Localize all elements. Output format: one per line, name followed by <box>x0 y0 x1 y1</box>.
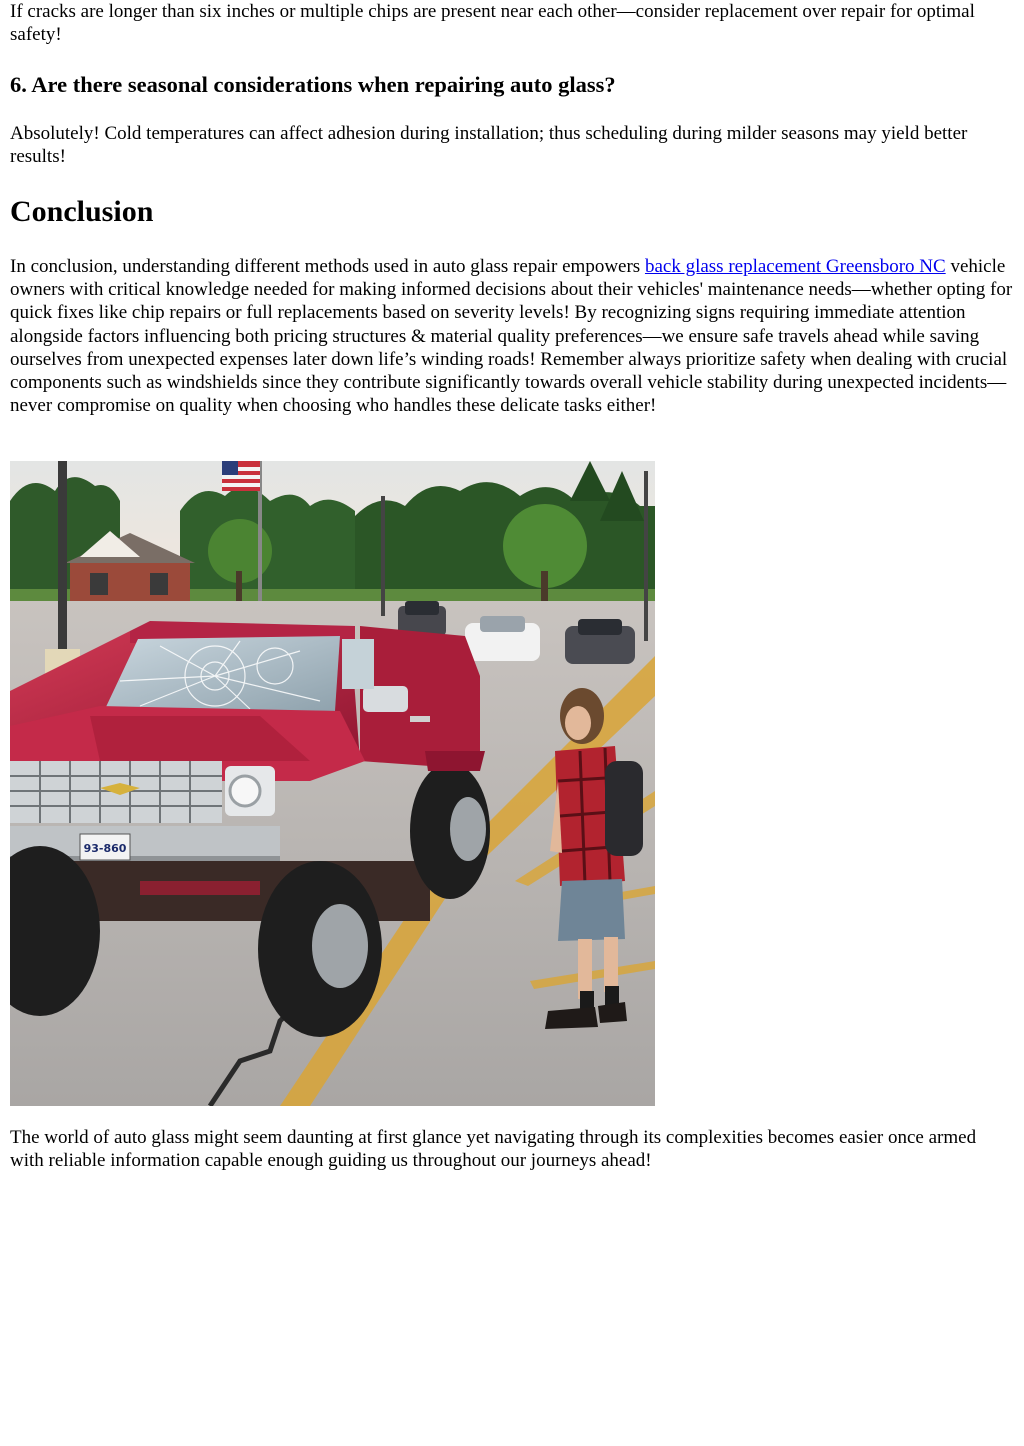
conclusion-text-before-link: In conclusion, understanding different methods used in auto glass repair empowers <box>10 256 645 277</box>
truck-parking-lot-illustration <box>10 461 655 1106</box>
back-glass-replacement-link[interactable]: back glass replacement Greensboro NC <box>644 256 946 277</box>
conclusion-text-after-link: vehicle owners with critical knowledge needed for making informed decisions about their vehicles' maintenance needs—whether opting for quick fixes like chip repairs or full replacements based on severity levels! By recognizing signs requiring immediate attention alongside factors influencing both pricing structures & material quality preferences—we ensure safe travels ahead while saving ourselves from unexpected expenses later down life’s winding roads! Remember always prioritize safety when dealing with crucial components such as windshields since they contribute significantly towards overall vehicle stability during unexpected incidents—never compromise on quality when choosing who handles these delicate tasks either! <box>10 256 1013 417</box>
closing-paragraph: The world of auto glass might seem daunting at first glance yet navigating through its complexities becomes easier once armed with reliable information capable enough guiding us throughout our journeys ahead! <box>10 1127 977 1172</box>
faq-question-heading: 6. Are there seasonal considerations when repairing auto glass? <box>10 72 616 97</box>
faq-answer-paragraph: If cracks are longer than six inches or multiple chips are present near each other—consider replacement over repair for optimal safety! <box>10 1 975 46</box>
article-image <box>10 461 655 1106</box>
conclusion-heading: Conclusion <box>10 195 154 228</box>
conclusion-paragraph <box>10 255 1014 417</box>
faq-answer-paragraph: Absolutely! Cold temperatures can affect adhesion during installation; thus scheduling during milder seasons may yield better results! <box>10 123 968 168</box>
license-plate-text: 93-860 <box>83 842 127 855</box>
